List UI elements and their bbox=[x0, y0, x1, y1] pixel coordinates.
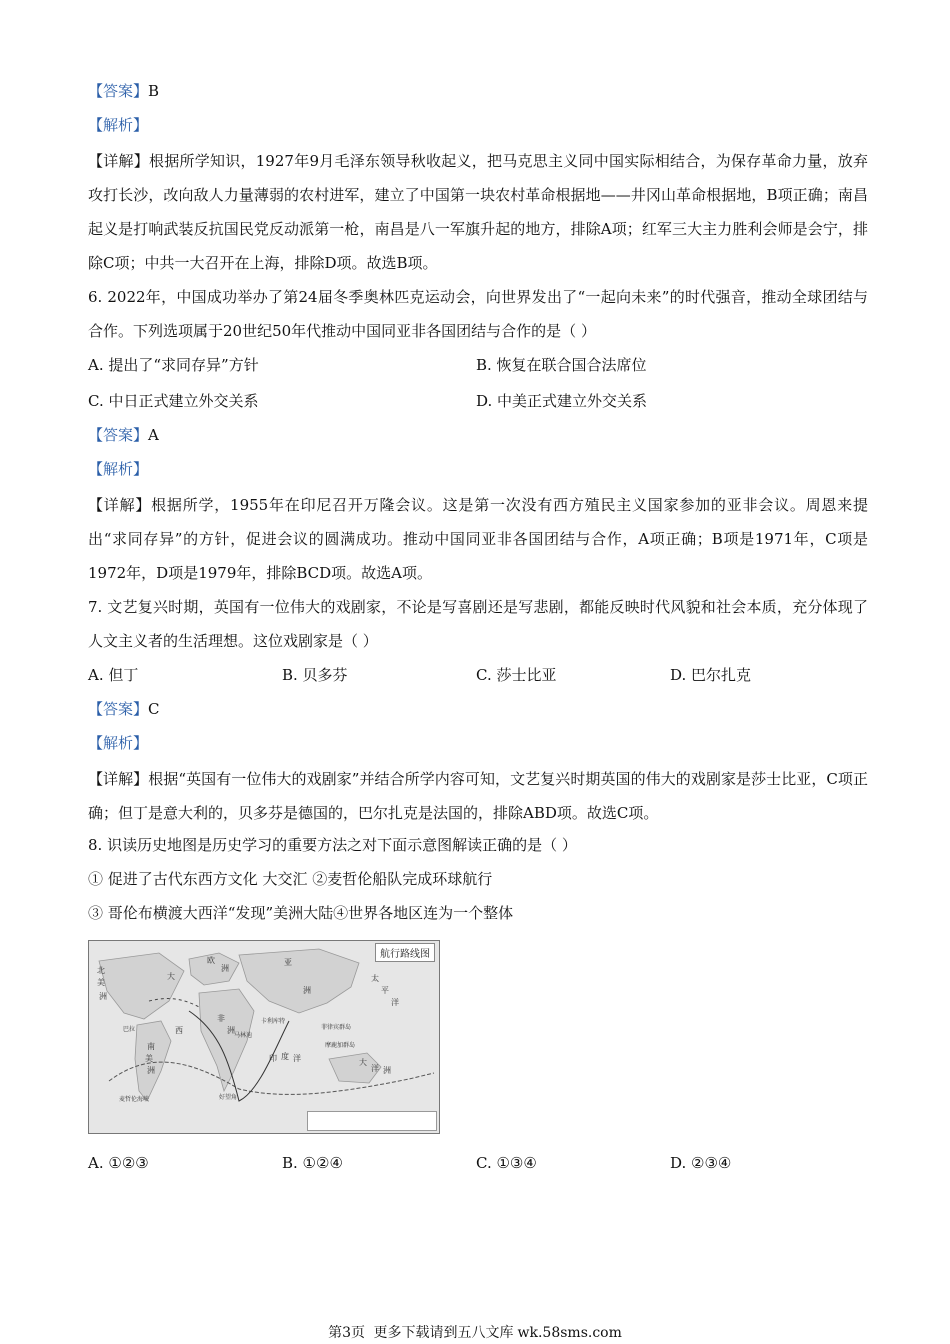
map-label: 洋 bbox=[371, 1064, 379, 1073]
page-number: 第3页 bbox=[328, 1325, 366, 1341]
detail-text: 根据所学，1955年在印尼召开万隆会议。这是第一次没有西方殖民主义国家参加的亚非会议。周恩来提出“求同存异”的方针，促进会议的圆满成功。推动中国同亚非各国团结与合作，A项正确；B项是1971年，C项是1972年，D项是1979年，排除BCD项。故选A项。 bbox=[88, 496, 868, 582]
map-title: 航行路线图 bbox=[375, 943, 435, 962]
map-label: 亚 bbox=[284, 958, 292, 967]
map-label: 西 bbox=[175, 1026, 183, 1035]
map-label: 大 bbox=[359, 1058, 367, 1067]
q7-option-d: D. 巴尔扎克 bbox=[670, 666, 752, 684]
answer-tag: 【答案】 bbox=[88, 82, 149, 100]
q6-detail bbox=[88, 488, 868, 590]
q6-option-a: A. 提出了“求同存异”方针 bbox=[88, 356, 259, 374]
q7-detail bbox=[88, 762, 868, 830]
map-label: 洲 bbox=[383, 1066, 391, 1075]
answer-value: C bbox=[148, 700, 160, 718]
answer-value: A bbox=[148, 426, 159, 444]
page-footer bbox=[0, 1322, 950, 1342]
map-label: 摩鹿加群岛 bbox=[325, 1042, 356, 1049]
q5-analysis-line bbox=[88, 110, 868, 144]
q8-statement-1: ① 促进了古代东西方文化 大交汇 ②麦哲伦船队完成环球航行 bbox=[88, 870, 493, 888]
q7-answer-line bbox=[88, 694, 868, 728]
download-hint: 更多下载请到五八文库 bbox=[373, 1325, 514, 1341]
q7-options-row bbox=[88, 658, 868, 694]
map-label: 洲 bbox=[303, 986, 311, 995]
q5-answer-line bbox=[88, 76, 868, 110]
detail-text: 根据所学知识，1927年9月毛泽东领导秋收起义，把马克思主义同中国实际相结合，为保存革命力量，放弃攻打长沙，改向敌人力量薄弱的农村进军，建立了中国第一块农村革命根据地——井冈山革命根据地，B项正确；南昌起义是打响武装反抗国民党反动派第一枪，南昌是八一军旗升起的地方，排除A项；红军三大主力胜利会师是会宁，排除C项；中共一大召开在上海，排除D项。故选B项。 bbox=[88, 152, 868, 272]
q8-statement-2: ③ 哥伦布横渡大西洋“发现”美洲大陆④世界各地区连为一个整体 bbox=[88, 904, 514, 922]
map-label: 洲 bbox=[221, 964, 229, 973]
answer-tag: 【答案】 bbox=[88, 700, 149, 718]
q6-options-row-2 bbox=[88, 384, 868, 420]
q6-option-c: C. 中日正式建立外交关系 bbox=[88, 392, 259, 410]
map-label: 非 bbox=[217, 1014, 225, 1023]
answer-tag: 【答案】 bbox=[88, 426, 149, 444]
q7-option-b: B. 贝多芬 bbox=[282, 666, 348, 684]
q8-options-row bbox=[88, 1146, 868, 1182]
q7-option-a: A. 但丁 bbox=[88, 666, 139, 684]
map-label: 平 bbox=[381, 986, 389, 995]
map-label: 马林迪 bbox=[234, 1032, 253, 1039]
map-legend bbox=[307, 1111, 437, 1131]
map-label: 印 bbox=[269, 1054, 277, 1063]
q8-option-d: D. ②③④ bbox=[670, 1154, 732, 1172]
analysis-tag: 【解析】 bbox=[88, 734, 149, 752]
map-label: 度 bbox=[281, 1052, 289, 1061]
map-label: 洲 bbox=[99, 992, 107, 1001]
exam-page bbox=[88, 76, 868, 1182]
q6-answer-line bbox=[88, 420, 868, 454]
map-label: 美 bbox=[145, 1054, 153, 1063]
detail-tag: 【详解】 bbox=[88, 152, 150, 170]
voyage-route-map bbox=[88, 940, 440, 1134]
q6-option-d: D. 中美正式建立外交关系 bbox=[476, 392, 648, 410]
q8-option-c: C. ①③④ bbox=[476, 1154, 537, 1172]
map-label: 菲律宾群岛 bbox=[321, 1024, 352, 1031]
answer-value: B bbox=[148, 82, 160, 100]
q7-option-c: C. 莎士比亚 bbox=[476, 666, 557, 684]
q7-analysis-line bbox=[88, 728, 868, 762]
map-label: 麦哲伦海峡 bbox=[119, 1096, 150, 1103]
map-label: 卡利库特 bbox=[261, 1018, 286, 1025]
q7-stem: 7. 文艺复兴时期，英国有一位伟大的戏剧家，不论是写喜剧还是写悲剧，都能反映时代风貌和社会本质，充分体现了人文主义者的生活理想。这位戏剧家是（ ） bbox=[88, 598, 868, 650]
map-label: 洋 bbox=[391, 998, 399, 1007]
map-label: 洲 bbox=[147, 1066, 155, 1075]
q6-stem: 6. 2022年，中国成功举办了第24届冬季奥林匹克运动会，向世界发出了“一起向未来”的时代强音，推动全球团结与合作。下列选项属于20世纪50年代推动中国同亚非各国团结与合作的是（ ） bbox=[88, 288, 868, 340]
q8-option-b: B. ①②④ bbox=[282, 1154, 343, 1172]
map-label: 太 bbox=[371, 974, 379, 983]
map-label: 北 bbox=[97, 966, 105, 975]
q6-analysis-line bbox=[88, 454, 868, 488]
map-label: 巴拉 bbox=[123, 1026, 136, 1033]
detail-tag: 【详解】 bbox=[88, 496, 152, 514]
detail-tag: 【详解】 bbox=[88, 770, 149, 788]
site-url: wk.58sms.com bbox=[517, 1325, 622, 1341]
map-label: 好望角 bbox=[219, 1094, 238, 1101]
analysis-tag: 【解析】 bbox=[88, 460, 149, 478]
q6-options-row-1 bbox=[88, 348, 868, 384]
map-label: 大 bbox=[167, 972, 175, 981]
map-label: 美 bbox=[97, 978, 105, 987]
q6-option-b: B. 恢复在联合国合法席位 bbox=[476, 356, 647, 374]
analysis-tag: 【解析】 bbox=[88, 116, 149, 134]
q8-option-a: A. ①②③ bbox=[88, 1154, 149, 1172]
map-label: 洋 bbox=[293, 1054, 301, 1063]
map-label: 洲 bbox=[227, 1026, 235, 1035]
map-label: 南 bbox=[147, 1042, 155, 1051]
q5-detail bbox=[88, 144, 868, 280]
world-map-graphic bbox=[89, 941, 439, 1133]
map-label: 欧 bbox=[207, 956, 215, 965]
detail-text: 根据“英国有一位伟大的戏剧家”并结合所学内容可知，文艺复兴时期英国的伟大的戏剧家是莎士比亚，C项正确；但丁是意大利的，贝多芬是德国的，巴尔扎克是法国的，排除ABD项。故选C项。 bbox=[88, 770, 868, 822]
q8-stem: 8. 识读历史地图是历史学习的重要方法之对下面示意图解读正确的是（ ） bbox=[88, 836, 577, 854]
